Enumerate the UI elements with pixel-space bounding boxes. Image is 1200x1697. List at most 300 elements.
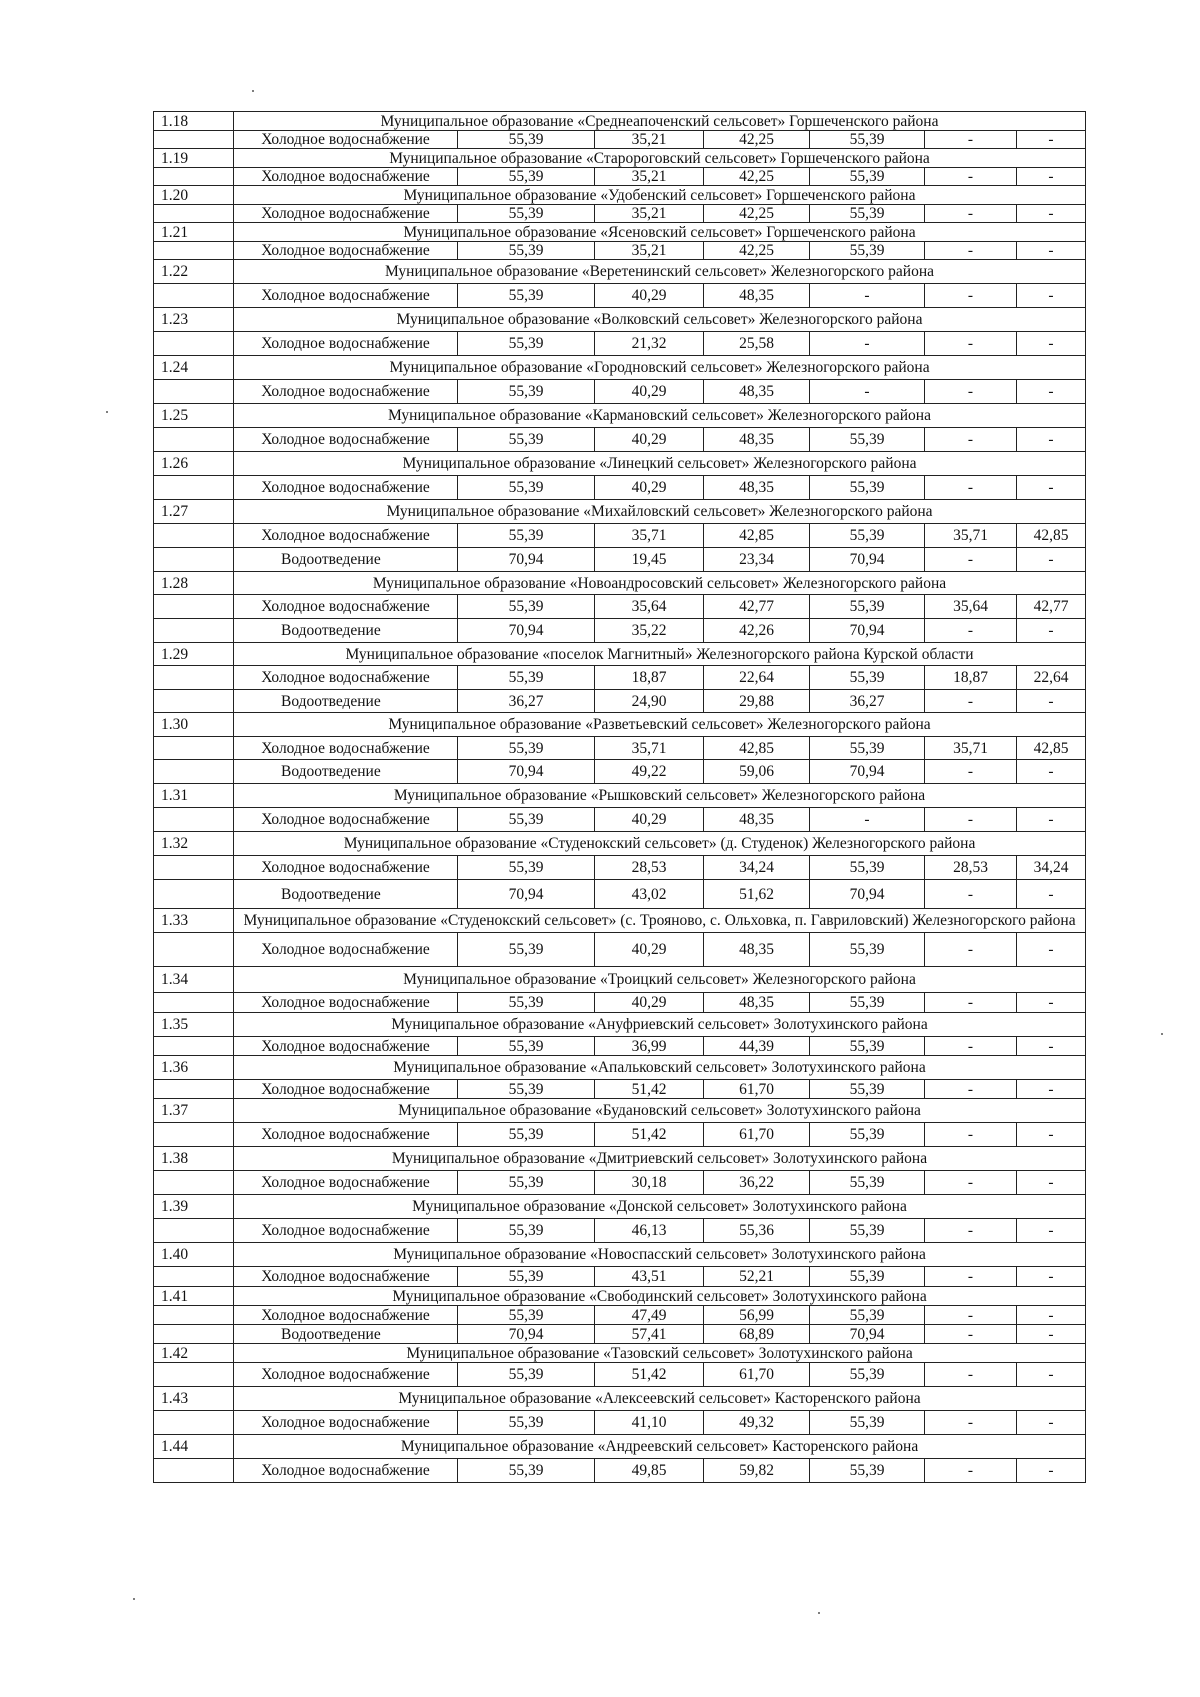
section-header-row (154, 149, 1086, 168)
tariff-value: - (810, 808, 925, 832)
tariff-value: 61,70 (704, 1080, 810, 1099)
tariff-value: - (1017, 933, 1086, 967)
tariff-row (154, 428, 1086, 452)
tariff-row (154, 1080, 1086, 1099)
tariff-value: - (925, 1267, 1017, 1287)
tariff-value: 35,64 (595, 595, 704, 619)
tariff-row (154, 548, 1086, 572)
tariff-value: 35,21 (595, 131, 704, 149)
row-number-cell (154, 1123, 234, 1147)
tariff-value: 42,85 (704, 524, 810, 548)
service-name: Холодное водоснабжение (234, 524, 458, 548)
tariff-value: - (810, 332, 925, 356)
tariff-value: 55,39 (810, 1459, 925, 1483)
tariff-value: 35,71 (595, 737, 704, 760)
tariff-value: 55,39 (458, 1080, 595, 1099)
row-number-cell (154, 1219, 234, 1243)
tariff-row (154, 1306, 1086, 1325)
tariff-row (154, 332, 1086, 356)
tariff-value: - (925, 1363, 1017, 1387)
tariff-value: - (1017, 1037, 1086, 1056)
section-number: 1.18 (154, 112, 234, 131)
tariff-value: - (1017, 1411, 1086, 1435)
section-title: Муниципальное образование «Среднеапоченский сельсовет» Горшеченского района (234, 112, 1086, 131)
tariff-value: 70,94 (458, 1325, 595, 1344)
tariff-value: 55,39 (458, 1459, 595, 1483)
service-name: Водоотведение (234, 548, 458, 572)
tariff-value: - (1017, 760, 1086, 784)
tariff-value: 44,39 (704, 1037, 810, 1056)
tariff-value: 55,39 (810, 933, 925, 967)
section-number: 1.21 (154, 223, 234, 242)
section-number: 1.32 (154, 832, 234, 856)
row-number-cell (154, 595, 234, 619)
tariff-value: 40,29 (595, 476, 704, 500)
tariff-value: - (1017, 1459, 1086, 1483)
tariff-value: 55,39 (810, 1267, 925, 1287)
tariff-value: - (1017, 380, 1086, 404)
service-name: Холодное водоснабжение (234, 332, 458, 356)
section-number: 1.27 (154, 500, 234, 524)
section-number: 1.20 (154, 186, 234, 205)
tariff-value: 35,21 (595, 242, 704, 260)
tariff-value: - (925, 1325, 1017, 1344)
tariff-value: 42,26 (704, 619, 810, 643)
tariff-table (153, 111, 1086, 1483)
row-number-cell (154, 1363, 234, 1387)
section-number: 1.39 (154, 1195, 234, 1219)
service-name: Холодное водоснабжение (234, 1267, 458, 1287)
tariff-value: - (1017, 1363, 1086, 1387)
tariff-value: - (1017, 1123, 1086, 1147)
section-title: Муниципальное образование «Свободинский сельсовет» Золотухинского района (234, 1287, 1086, 1306)
tariff-row (154, 933, 1086, 967)
tariff-value: 40,29 (595, 428, 704, 452)
tariff-value: 35,71 (925, 524, 1017, 548)
section-header-row (154, 713, 1086, 737)
section-number: 1.37 (154, 1099, 234, 1123)
tariff-value: 55,39 (458, 242, 595, 260)
section-header-row (154, 260, 1086, 284)
tariff-row (154, 242, 1086, 260)
section-header-row (154, 1287, 1086, 1306)
tariff-value: 42,25 (704, 168, 810, 186)
tariff-value: 42,85 (1017, 524, 1086, 548)
section-number: 1.43 (154, 1387, 234, 1411)
section-header-row (154, 112, 1086, 131)
section-header-row (154, 1344, 1086, 1363)
tariff-value: 48,35 (704, 933, 810, 967)
row-number-cell (154, 1267, 234, 1287)
tariff-value: - (1017, 1080, 1086, 1099)
tariff-row (154, 1123, 1086, 1147)
scan-speck (106, 411, 108, 413)
tariff-value: - (1017, 1219, 1086, 1243)
service-name: Холодное водоснабжение (234, 131, 458, 149)
row-number-cell (154, 242, 234, 260)
tariff-value: - (925, 476, 1017, 500)
tariff-value: 40,29 (595, 808, 704, 832)
tariff-value: 34,24 (1017, 856, 1086, 880)
tariff-row (154, 666, 1086, 690)
service-name: Холодное водоснабжение (234, 242, 458, 260)
row-number-cell (154, 524, 234, 548)
section-number: 1.19 (154, 149, 234, 168)
service-name: Холодное водоснабжение (234, 1459, 458, 1483)
row-number-cell (154, 1080, 234, 1099)
section-header-row (154, 1099, 1086, 1123)
section-title: Муниципальное образование «Разветьевский сельсовет» Железногорского района (234, 713, 1086, 737)
tariff-value: 49,32 (704, 1411, 810, 1435)
tariff-value: 42,85 (1017, 737, 1086, 760)
section-number: 1.22 (154, 260, 234, 284)
section-number: 1.33 (154, 909, 234, 933)
section-title: Муниципальное образование «поселок Магнитный» Железногорского района Курской области (234, 643, 1086, 666)
section-number: 1.40 (154, 1243, 234, 1267)
tariff-value: 28,53 (595, 856, 704, 880)
tariff-value: 70,94 (458, 548, 595, 572)
tariff-value: 55,39 (810, 1363, 925, 1387)
section-number: 1.30 (154, 713, 234, 737)
tariff-value: 55,39 (458, 1123, 595, 1147)
section-number: 1.28 (154, 572, 234, 595)
row-number-cell (154, 933, 234, 967)
section-title: Муниципальное образование «Удобенский сельсовет» Горшеченского района (234, 186, 1086, 205)
service-name: Холодное водоснабжение (234, 168, 458, 186)
tariff-value: 55,36 (704, 1219, 810, 1243)
tariff-row (154, 737, 1086, 760)
tariff-row (154, 690, 1086, 713)
tariff-value: 55,39 (810, 1171, 925, 1195)
tariff-value: - (925, 242, 1017, 260)
tariff-value: - (925, 548, 1017, 572)
row-number-cell (154, 476, 234, 500)
row-number-cell (154, 1325, 234, 1344)
section-title: Муниципальное образование «Новоандросовский сельсовет» Железногорского района (234, 572, 1086, 595)
service-name: Водоотведение (234, 760, 458, 784)
tariff-value: 55,39 (810, 205, 925, 223)
section-header-row (154, 1435, 1086, 1459)
tariff-value: 51,42 (595, 1080, 704, 1099)
tariff-value: - (925, 1037, 1017, 1056)
tariff-row (154, 524, 1086, 548)
section-title: Муниципальное образование «Троицкий сельсовет» Железногорского района (234, 967, 1086, 993)
tariff-value: - (925, 1459, 1017, 1483)
tariff-value: 70,94 (458, 619, 595, 643)
tariff-value: - (1017, 880, 1086, 909)
tariff-value: 70,94 (810, 880, 925, 909)
tariff-value: 35,64 (925, 595, 1017, 619)
service-name: Холодное водоснабжение (234, 1123, 458, 1147)
tariff-value: 40,29 (595, 284, 704, 308)
section-header-row (154, 186, 1086, 205)
service-name: Холодное водоснабжение (234, 595, 458, 619)
tariff-row (154, 380, 1086, 404)
tariff-value: 57,41 (595, 1325, 704, 1344)
tariff-value: 51,42 (595, 1363, 704, 1387)
tariff-value: 55,39 (458, 856, 595, 880)
tariff-value: 55,39 (458, 380, 595, 404)
tariff-value: 51,62 (704, 880, 810, 909)
tariff-value: - (1017, 242, 1086, 260)
tariff-value: 41,10 (595, 1411, 704, 1435)
row-number-cell (154, 666, 234, 690)
service-name: Холодное водоснабжение (234, 380, 458, 404)
tariff-value: 55,39 (810, 595, 925, 619)
table-body (154, 112, 1086, 1483)
tariff-value: 48,35 (704, 476, 810, 500)
section-title: Муниципальное образование «Кармановский сельсовет» Железногорского района (234, 404, 1086, 428)
row-number-cell (154, 737, 234, 760)
tariff-value: 55,39 (810, 666, 925, 690)
tariff-value: 35,71 (595, 524, 704, 548)
tariff-value: 43,02 (595, 880, 704, 909)
tariff-value: 24,90 (595, 690, 704, 713)
tariff-row (154, 168, 1086, 186)
tariff-value: 25,58 (704, 332, 810, 356)
tariff-value: - (925, 1219, 1017, 1243)
section-title: Муниципальное образование «Старороговский сельсовет» Горшеченского района (234, 149, 1086, 168)
row-number-cell (154, 856, 234, 880)
section-number: 1.44 (154, 1435, 234, 1459)
row-number-cell (154, 205, 234, 223)
section-title: Муниципальное образование «Городновский сельсовет» Железногорского района (234, 356, 1086, 380)
tariff-value: 55,39 (458, 428, 595, 452)
tariff-value: - (925, 168, 1017, 186)
tariff-value: - (1017, 1267, 1086, 1287)
tariff-value: 55,39 (458, 524, 595, 548)
tariff-value: 55,39 (458, 1171, 595, 1195)
section-header-row (154, 909, 1086, 933)
tariff-value: 49,22 (595, 760, 704, 784)
tariff-value: 55,39 (810, 476, 925, 500)
row-number-cell (154, 760, 234, 784)
section-header-row (154, 784, 1086, 808)
tariff-value: - (925, 205, 1017, 223)
tariff-value: 55,39 (458, 476, 595, 500)
scan-speck (133, 1598, 135, 1600)
section-title: Муниципальное образование «Ануфриевский сельсовет» Золотухинского района (234, 1013, 1086, 1037)
tariff-value: - (925, 933, 1017, 967)
section-number: 1.31 (154, 784, 234, 808)
tariff-value: - (1017, 428, 1086, 452)
service-name: Холодное водоснабжение (234, 284, 458, 308)
tariff-value: - (925, 332, 1017, 356)
service-name: Холодное водоснабжение (234, 993, 458, 1013)
service-name: Холодное водоснабжение (234, 1219, 458, 1243)
tariff-value: 55,39 (810, 1411, 925, 1435)
tariff-value: 55,39 (458, 737, 595, 760)
tariff-row (154, 1219, 1086, 1243)
tariff-value: 23,34 (704, 548, 810, 572)
tariff-value: 40,29 (595, 380, 704, 404)
tariff-value: 47,49 (595, 1306, 704, 1325)
section-title: Муниципальное образование «Веретенинский сельсовет» Железногорского района (234, 260, 1086, 284)
section-title: Муниципальное образование «Алексеевский сельсовет» Касторенского района (234, 1387, 1086, 1411)
section-header-row (154, 1147, 1086, 1171)
tariff-value: - (1017, 476, 1086, 500)
section-number: 1.24 (154, 356, 234, 380)
tariff-value: 35,22 (595, 619, 704, 643)
row-number-cell (154, 168, 234, 186)
service-name: Холодное водоснабжение (234, 1080, 458, 1099)
section-title: Муниципальное образование «Ясеновский сельсовет» Горшеченского района (234, 223, 1086, 242)
tariff-value: 55,39 (810, 168, 925, 186)
tariff-value: 21,32 (595, 332, 704, 356)
tariff-row (154, 595, 1086, 619)
row-number-cell (154, 993, 234, 1013)
tariff-value: 55,39 (810, 856, 925, 880)
tariff-value: 55,39 (810, 1080, 925, 1099)
section-title: Муниципальное образование «Михайловский сельсовет» Железногорского района (234, 500, 1086, 524)
tariff-value: 36,27 (458, 690, 595, 713)
section-number: 1.41 (154, 1287, 234, 1306)
tariff-value: 22,64 (1017, 666, 1086, 690)
scan-speck (252, 90, 254, 92)
section-number: 1.38 (154, 1147, 234, 1171)
tariff-value: 40,29 (595, 993, 704, 1013)
tariff-value: 55,39 (458, 1037, 595, 1056)
tariff-value: 35,21 (595, 168, 704, 186)
tariff-value: - (1017, 284, 1086, 308)
section-header-row (154, 967, 1086, 993)
tariff-value: - (1017, 690, 1086, 713)
tariff-value: 55,39 (458, 1306, 595, 1325)
tariff-value: - (925, 1411, 1017, 1435)
section-title: Муниципальное образование «Тазовский сельсовет» Золотухинского района (234, 1344, 1086, 1363)
tariff-value: 35,71 (925, 737, 1017, 760)
tariff-value: 70,94 (458, 760, 595, 784)
row-number-cell (154, 131, 234, 149)
service-name: Холодное водоснабжение (234, 737, 458, 760)
tariff-value: 22,64 (704, 666, 810, 690)
section-header-row (154, 1243, 1086, 1267)
tariff-row (154, 1363, 1086, 1387)
row-number-cell (154, 428, 234, 452)
row-number-cell (154, 619, 234, 643)
tariff-row (154, 205, 1086, 223)
scan-speck (1161, 1033, 1163, 1035)
tariff-value: 48,35 (704, 808, 810, 832)
scan-speck (818, 1612, 820, 1614)
tariff-value: 70,94 (810, 619, 925, 643)
section-number: 1.35 (154, 1013, 234, 1037)
tariff-value: 36,22 (704, 1171, 810, 1195)
tariff-value: 36,99 (595, 1037, 704, 1056)
tariff-value: 29,88 (704, 690, 810, 713)
service-name: Холодное водоснабжение (234, 933, 458, 967)
tariff-row (154, 476, 1086, 500)
tariff-value: 46,13 (595, 1219, 704, 1243)
tariff-value: 55,39 (810, 131, 925, 149)
section-title: Муниципальное образование «Апальковский сельсовет» Золотухинского района (234, 1056, 1086, 1080)
tariff-value: 48,35 (704, 380, 810, 404)
tariff-value: 70,94 (810, 1325, 925, 1344)
section-title: Муниципальное образование «Андреевский сельсовет» Касторенского района (234, 1435, 1086, 1459)
tariff-value: 42,77 (704, 595, 810, 619)
tariff-value: 61,70 (704, 1123, 810, 1147)
section-title: Муниципальное образование «Донской сельсовет» Золотухинского района (234, 1195, 1086, 1219)
tariff-row (154, 808, 1086, 832)
tariff-value: 51,42 (595, 1123, 704, 1147)
section-title: Муниципальное образование «Дмитриевский сельсовет» Золотухинского района (234, 1147, 1086, 1171)
tariff-value: 42,85 (704, 737, 810, 760)
tariff-row (154, 856, 1086, 880)
tariff-value: 55,39 (810, 1037, 925, 1056)
tariff-value: - (925, 1080, 1017, 1099)
service-name: Холодное водоснабжение (234, 666, 458, 690)
row-number-cell (154, 332, 234, 356)
section-header-row (154, 452, 1086, 476)
section-header-row (154, 1013, 1086, 1037)
tariff-value: 55,39 (810, 242, 925, 260)
section-header-row (154, 643, 1086, 666)
tariff-row (154, 1171, 1086, 1195)
tariff-value: 55,39 (810, 1219, 925, 1243)
tariff-value: - (1017, 332, 1086, 356)
tariff-value: 68,89 (704, 1325, 810, 1344)
section-number: 1.36 (154, 1056, 234, 1080)
service-name: Холодное водоснабжение (234, 1363, 458, 1387)
tariff-row (154, 993, 1086, 1013)
service-name: Водоотведение (234, 880, 458, 909)
section-number: 1.29 (154, 643, 234, 666)
row-number-cell (154, 690, 234, 713)
tariff-row (154, 284, 1086, 308)
section-number: 1.34 (154, 967, 234, 993)
tariff-row (154, 1267, 1086, 1287)
tariff-value: 55,39 (458, 595, 595, 619)
section-header-row (154, 356, 1086, 380)
service-name: Холодное водоснабжение (234, 476, 458, 500)
section-header-row (154, 1387, 1086, 1411)
service-name: Водоотведение (234, 690, 458, 713)
tariff-value: - (925, 993, 1017, 1013)
row-number-cell (154, 808, 234, 832)
row-number-cell (154, 1411, 234, 1435)
tariff-value: 55,39 (458, 933, 595, 967)
row-number-cell (154, 1459, 234, 1483)
section-header-row (154, 500, 1086, 524)
section-number: 1.26 (154, 452, 234, 476)
tariff-value: - (1017, 1171, 1086, 1195)
tariff-value: - (1017, 993, 1086, 1013)
tariff-value: - (925, 131, 1017, 149)
row-number-cell (154, 380, 234, 404)
tariff-value: - (925, 1171, 1017, 1195)
section-title: Муниципальное образование «Волковский сельсовет» Железногорского района (234, 308, 1086, 332)
tariff-value: 61,70 (704, 1363, 810, 1387)
tariff-value: 34,24 (704, 856, 810, 880)
tariff-row (154, 1037, 1086, 1056)
section-header-row (154, 572, 1086, 595)
tariff-value: - (925, 284, 1017, 308)
service-name: Холодное водоснабжение (234, 1306, 458, 1325)
tariff-value: 55,39 (810, 737, 925, 760)
tariff-row (154, 1411, 1086, 1435)
row-number-cell (154, 1037, 234, 1056)
tariff-value: 36,27 (810, 690, 925, 713)
service-name: Холодное водоснабжение (234, 205, 458, 223)
tariff-value: 70,94 (810, 548, 925, 572)
section-header-row (154, 832, 1086, 856)
tariff-row (154, 760, 1086, 784)
tariff-value: 55,39 (458, 1219, 595, 1243)
row-number-cell (154, 1171, 234, 1195)
service-name: Холодное водоснабжение (234, 1171, 458, 1195)
section-header-row (154, 1195, 1086, 1219)
section-title: Муниципальное образование «Студенокский сельсовет» (д. Студенок) Железногорского района (234, 832, 1086, 856)
